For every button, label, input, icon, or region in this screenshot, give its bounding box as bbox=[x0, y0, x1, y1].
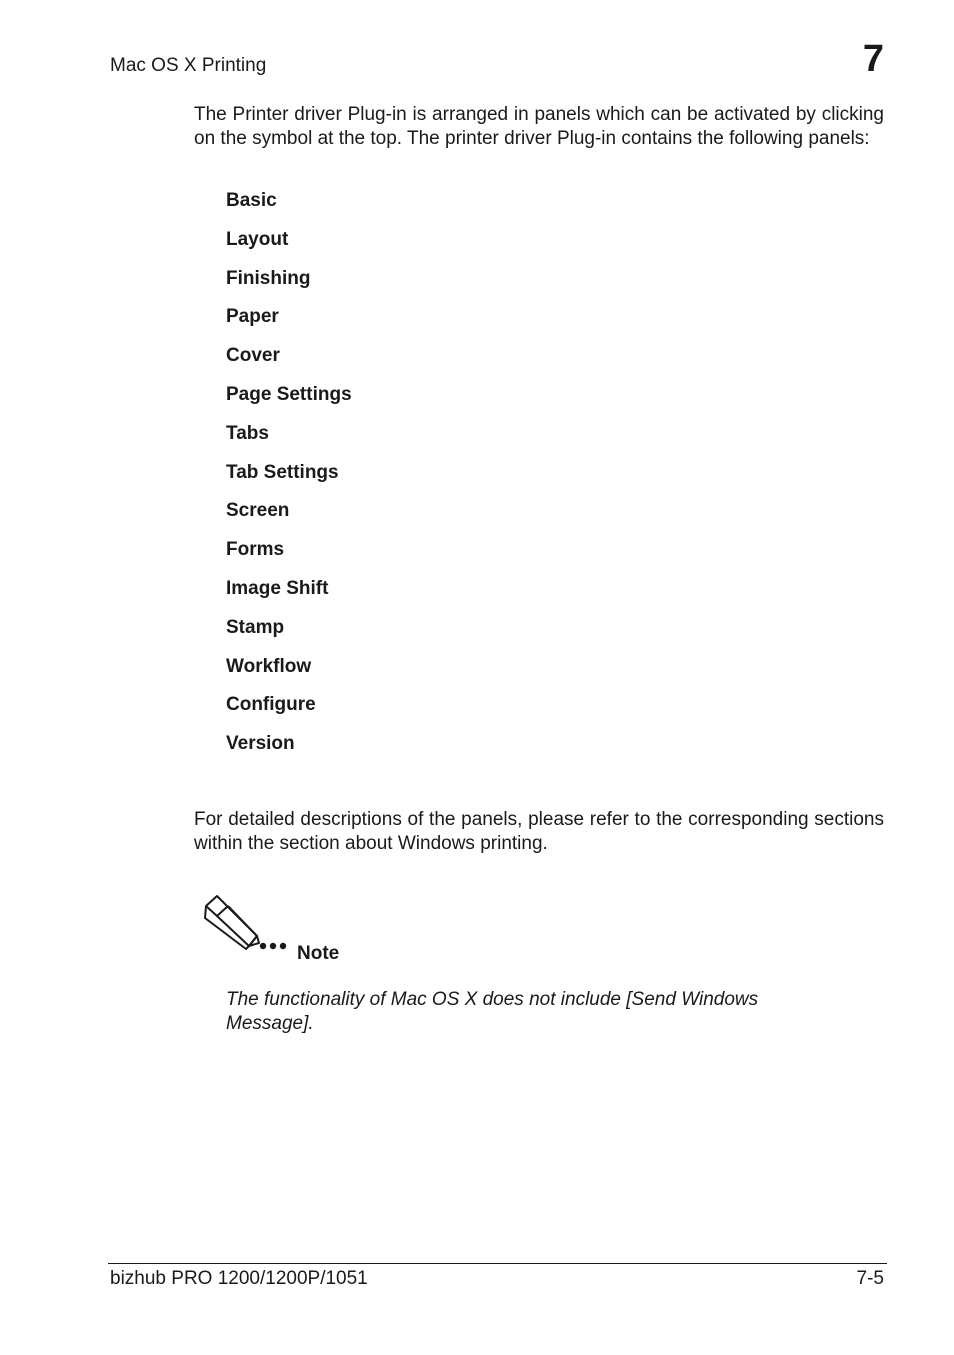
list-item: Screen bbox=[226, 500, 290, 522]
footer-divider bbox=[108, 1263, 887, 1264]
pencil-note-icon bbox=[203, 893, 295, 958]
section-title: Mac OS X Printing bbox=[110, 55, 267, 76]
list-item: Page Settings bbox=[226, 383, 352, 405]
list-item: Stamp bbox=[226, 616, 285, 638]
panel-list bbox=[226, 189, 352, 771]
list-item: Image Shift bbox=[226, 577, 329, 599]
footer-product: bizhub PRO 1200/1200P/1051 bbox=[110, 1268, 368, 1289]
list-item: Tabs bbox=[226, 422, 269, 444]
list-item: Workflow bbox=[226, 655, 312, 677]
chapter-number: 7 bbox=[862, 38, 884, 80]
list-item: Tab Settings bbox=[226, 461, 339, 483]
intro-paragraph: The Printer driver Plug-in is arranged in panels which can be activated by clicking on the symbol at the top. The printer driver Plug-in contains the following panels: bbox=[194, 104, 884, 149]
list-item: Finishing bbox=[226, 267, 311, 289]
footer-page-number: 7-5 bbox=[856, 1268, 884, 1289]
list-item: Cover bbox=[226, 345, 280, 367]
note-label: Note bbox=[297, 943, 340, 964]
note-text: The functionality of Mac OS X does not include [Send Windows Message]. bbox=[226, 989, 759, 1034]
list-item: Forms bbox=[226, 539, 285, 561]
list-item: Version bbox=[226, 733, 295, 755]
list-item: Basic bbox=[226, 190, 277, 211]
list-item: Paper bbox=[226, 306, 279, 328]
list-item: Configure bbox=[226, 694, 316, 716]
outro-paragraph: For detailed descriptions of the panels, please refer to the corresponding sections within the section about Windows printing. bbox=[194, 809, 884, 854]
list-item: Layout bbox=[226, 228, 289, 250]
